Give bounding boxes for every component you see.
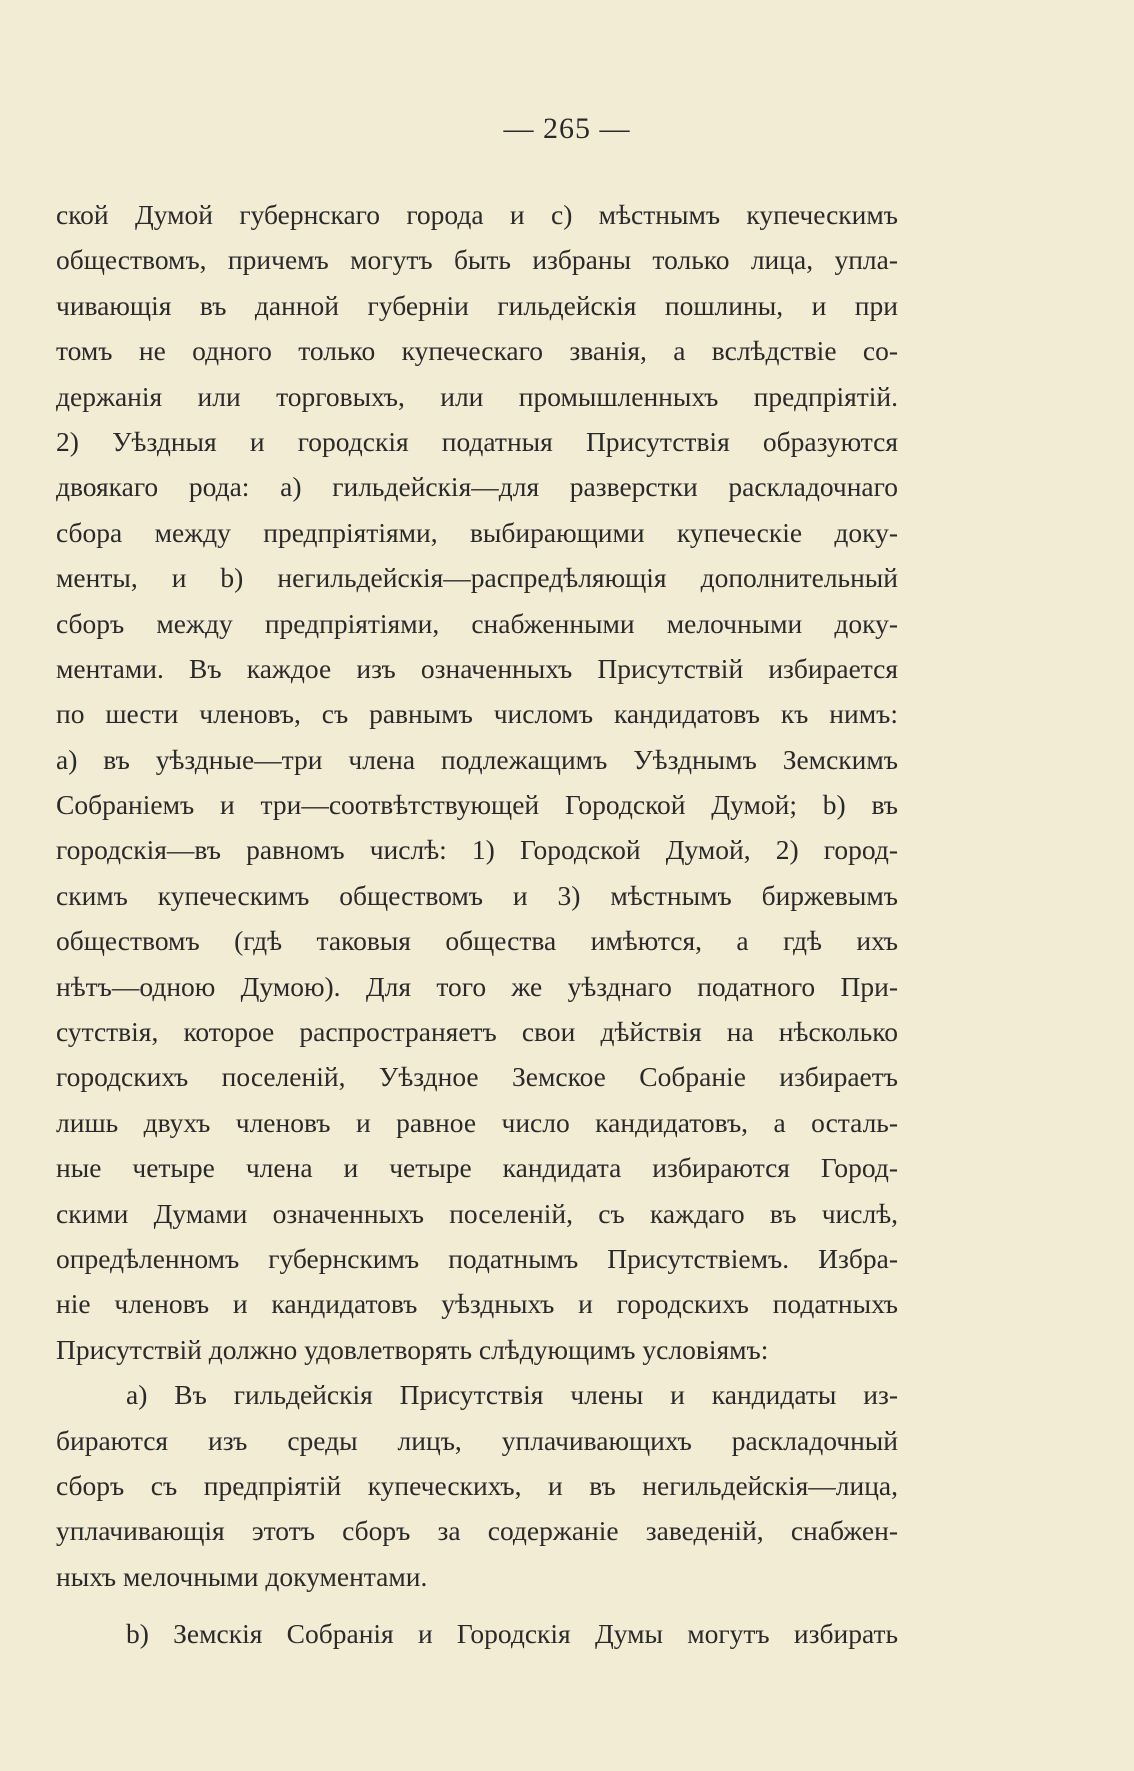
text-line: сборъ между предпріятіями, снабженными мелочными доку- <box>56 607 898 639</box>
text-line: по шести членовъ, съ равнымъ числомъ кандидатовъ къ нимъ: <box>56 698 898 730</box>
text-line: ской Думой губернскаго города и с) мѣстнымъ купеческимъ <box>56 199 898 230</box>
text-line: 2) Уѣздныя и городскія податныя Присутствія образуются <box>56 425 898 457</box>
page-number: — 265 — <box>503 112 631 145</box>
text-line: ментами. Въ каждое изъ означенныхъ Присутствій избирается <box>56 652 898 684</box>
text-line: уплачивающія этотъ сборъ за содержаніе заведеній, снабжен- <box>56 1515 898 1547</box>
paragraph-gap <box>56 1599 898 1611</box>
text-line: ные четыре члена и четыре кандидата избираются Город- <box>56 1152 898 1184</box>
text-line: держанія или торговыхъ, или промышленныхъ предпріятій. <box>56 380 898 412</box>
text-line: бираются изъ среды лицъ, уплачивающихъ раскладочный <box>56 1424 898 1456</box>
text-line: менты, и b) негильдейскія—распредѣляющія дополнительный <box>56 562 898 594</box>
text-line: обществомъ, причемъ могутъ быть избраны только лица, упла- <box>56 244 898 276</box>
text-line: томъ не одного только купеческаго званія, а вслѣдствіе со- <box>56 335 898 367</box>
text-line: скимъ купеческимъ обществомъ и 3) мѣстнымъ биржевымъ <box>56 879 898 911</box>
text-line: Присутствій должно удовлетворять слѣдующимъ условіямъ: <box>56 1333 769 1365</box>
text-line: ніе членовъ и кандидатовъ уѣздныхъ и городскихъ податныхъ <box>56 1288 898 1320</box>
text-line: чивающія въ данной губерніи гильдейскія пошлины, и при <box>56 289 898 321</box>
text-line: опредѣленномъ губернскимъ податнымъ Присутствіемъ. Избра- <box>56 1242 898 1274</box>
text-line: городскія—въ равномъ числѣ: 1) Городской Думой, 2) город- <box>56 834 898 866</box>
text-line: нѣтъ—одною Думою). Для того же уѣзднаго податного При- <box>56 970 898 1002</box>
text-line: скими Думами означенныхъ поселеній, съ каждаго въ числѣ, <box>56 1197 898 1229</box>
text-line: городскихъ поселеній, Уѣздное Земское Собраніе избираетъ <box>56 1061 898 1093</box>
text-line: ныхъ мелочными документами. <box>56 1560 428 1592</box>
text-line: а) въ уѣздные—три члена подлежащимъ Уѣзднымъ Земскимъ <box>56 743 898 775</box>
text-line: Собраніемъ и три—соотвѣтствующей Городской Думой; b) въ <box>56 789 898 821</box>
text-line: b) Земскія Собранія и Городскія Думы могутъ избирать <box>126 1618 898 1650</box>
body-text <box>56 192 898 1657</box>
text-line: обществомъ (гдѣ таковыя общества имѣются, а гдѣ ихъ <box>56 925 898 957</box>
text-line: а) Въ гильдейскія Присутствія члены и кандидаты из- <box>126 1379 898 1411</box>
text-line: двоякаго рода: а) гильдейскія—для разверстки раскладочнаго <box>56 471 898 503</box>
text-line: сбора между предпріятіями, выбирающими купеческіе доку- <box>56 516 898 548</box>
text-line: лишь двухъ членовъ и равное число кандидатовъ, а осталь- <box>56 1106 898 1138</box>
text-line: сборъ съ предпріятій купеческихъ, и въ негильдейскія—лица, <box>56 1469 898 1501</box>
text-line: сутствія, которое распространяетъ свои дѣйствія на нѣсколько <box>56 1016 898 1048</box>
